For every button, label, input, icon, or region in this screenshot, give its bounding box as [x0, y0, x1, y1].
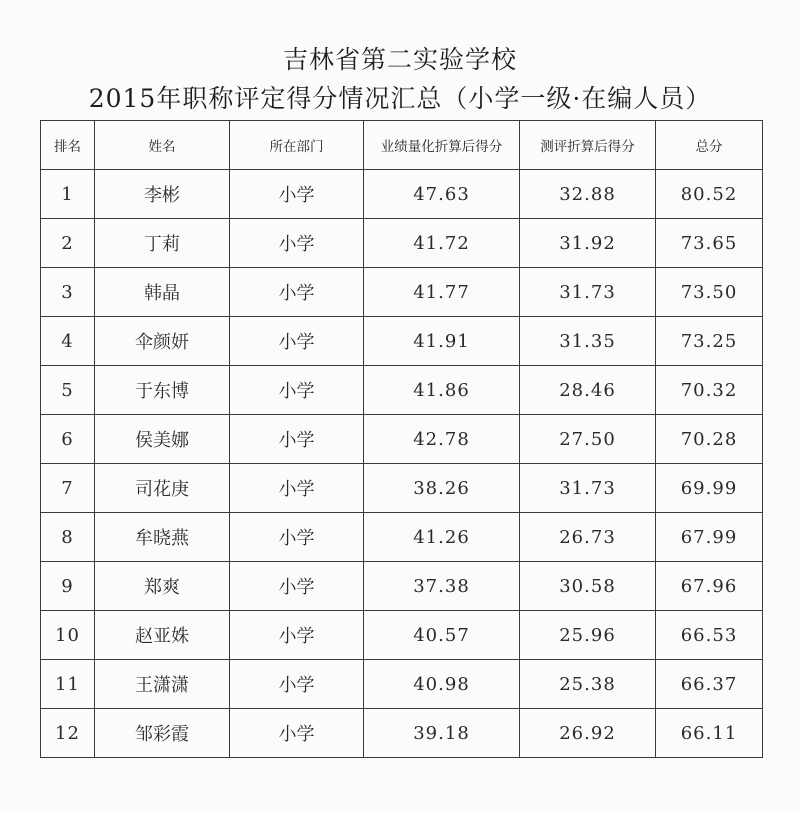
total-cell: 66.11 [656, 709, 763, 758]
name-cell: 王潇潇 [95, 660, 230, 709]
evaluation-score-cell: 31.73 [520, 464, 656, 513]
evaluation-score-cell: 26.73 [520, 513, 656, 562]
score-table [40, 120, 763, 758]
evaluation-score-cell: 26.92 [520, 709, 656, 758]
rank-cell: 10 [41, 611, 95, 660]
table-row [41, 562, 763, 611]
department-cell: 小学 [230, 268, 364, 317]
department-cell: 小学 [230, 464, 364, 513]
performance-score-cell: 38.26 [364, 464, 520, 513]
department-cell: 小学 [230, 415, 364, 464]
evaluation-score-cell: 27.50 [520, 415, 656, 464]
total-cell: 73.25 [656, 317, 763, 366]
name-cell: 于东博 [95, 366, 230, 415]
department-cell: 小学 [230, 611, 364, 660]
evaluation-score-cell: 28.46 [520, 366, 656, 415]
table-row [41, 170, 763, 219]
department-cell: 小学 [230, 660, 364, 709]
department-cell: 小学 [230, 170, 364, 219]
rank-cell: 9 [41, 562, 95, 611]
performance-score-cell: 40.98 [364, 660, 520, 709]
name-cell: 侯美娜 [95, 415, 230, 464]
name-cell: 牟晓燕 [95, 513, 230, 562]
table-row [41, 709, 763, 758]
rank-cell: 7 [41, 464, 95, 513]
performance-score-cell: 41.91 [364, 317, 520, 366]
evaluation-score-cell: 31.73 [520, 268, 656, 317]
total-cell: 73.50 [656, 268, 763, 317]
table-row [41, 317, 763, 366]
name-cell: 赵亚姝 [95, 611, 230, 660]
performance-score-cell: 41.26 [364, 513, 520, 562]
score-table-header [41, 121, 763, 170]
name-cell: 伞颜妍 [95, 317, 230, 366]
total-cell: 66.37 [656, 660, 763, 709]
department-cell: 小学 [230, 317, 364, 366]
rank-cell: 4 [41, 317, 95, 366]
total-cell: 70.32 [656, 366, 763, 415]
total-cell: 80.52 [656, 170, 763, 219]
performance-score-cell: 40.57 [364, 611, 520, 660]
name-cell: 司花庚 [95, 464, 230, 513]
header-rank: 排名 [41, 121, 95, 170]
document-subtitle: 2015年职称评定得分情况汇总（小学一级·在编人员） [88, 84, 712, 113]
performance-score-cell: 41.77 [364, 268, 520, 317]
total-cell: 73.65 [656, 219, 763, 268]
rank-cell: 5 [41, 366, 95, 415]
performance-score-cell: 37.38 [364, 562, 520, 611]
rank-cell: 1 [41, 170, 95, 219]
header-evaluation-score: 测评折算后得分 [520, 121, 656, 170]
evaluation-score-cell: 25.38 [520, 660, 656, 709]
table-row [41, 415, 763, 464]
table-row [41, 268, 763, 317]
total-cell: 70.28 [656, 415, 763, 464]
total-cell: 67.96 [656, 562, 763, 611]
rank-cell: 12 [41, 709, 95, 758]
header-department: 所在部门 [230, 121, 364, 170]
rank-cell: 8 [41, 513, 95, 562]
total-cell: 66.53 [656, 611, 763, 660]
rank-cell: 11 [41, 660, 95, 709]
name-cell: 郑爽 [95, 562, 230, 611]
header-total: 总分 [656, 121, 763, 170]
table-row [41, 464, 763, 513]
department-cell: 小学 [230, 709, 364, 758]
evaluation-score-cell: 31.92 [520, 219, 656, 268]
rank-cell: 3 [41, 268, 95, 317]
header-row [41, 121, 763, 170]
evaluation-score-cell: 25.96 [520, 611, 656, 660]
performance-score-cell: 41.86 [364, 366, 520, 415]
performance-score-cell: 41.72 [364, 219, 520, 268]
evaluation-score-cell: 32.88 [520, 170, 656, 219]
total-cell: 69.99 [656, 464, 763, 513]
evaluation-score-cell: 31.35 [520, 317, 656, 366]
name-cell: 邹彩霞 [95, 709, 230, 758]
department-cell: 小学 [230, 513, 364, 562]
table-row [41, 660, 763, 709]
header-name: 姓名 [95, 121, 230, 170]
rank-cell: 2 [41, 219, 95, 268]
department-cell: 小学 [230, 366, 364, 415]
table-row [41, 513, 763, 562]
table-row [41, 219, 763, 268]
name-cell: 韩晶 [95, 268, 230, 317]
name-cell: 李彬 [95, 170, 230, 219]
name-cell: 丁莉 [95, 219, 230, 268]
rank-cell: 6 [41, 415, 95, 464]
performance-score-cell: 39.18 [364, 709, 520, 758]
table-row [41, 611, 763, 660]
performance-score-cell: 47.63 [364, 170, 520, 219]
document-title: 吉林省第二实验学校 [282, 45, 517, 74]
department-cell: 小学 [230, 562, 364, 611]
score-table-body [41, 170, 763, 758]
performance-score-cell: 42.78 [364, 415, 520, 464]
total-cell: 67.99 [656, 513, 763, 562]
department-cell: 小学 [230, 219, 364, 268]
header-performance-score: 业绩量化折算后得分 [364, 121, 520, 170]
table-row [41, 366, 763, 415]
evaluation-score-cell: 30.58 [520, 562, 656, 611]
